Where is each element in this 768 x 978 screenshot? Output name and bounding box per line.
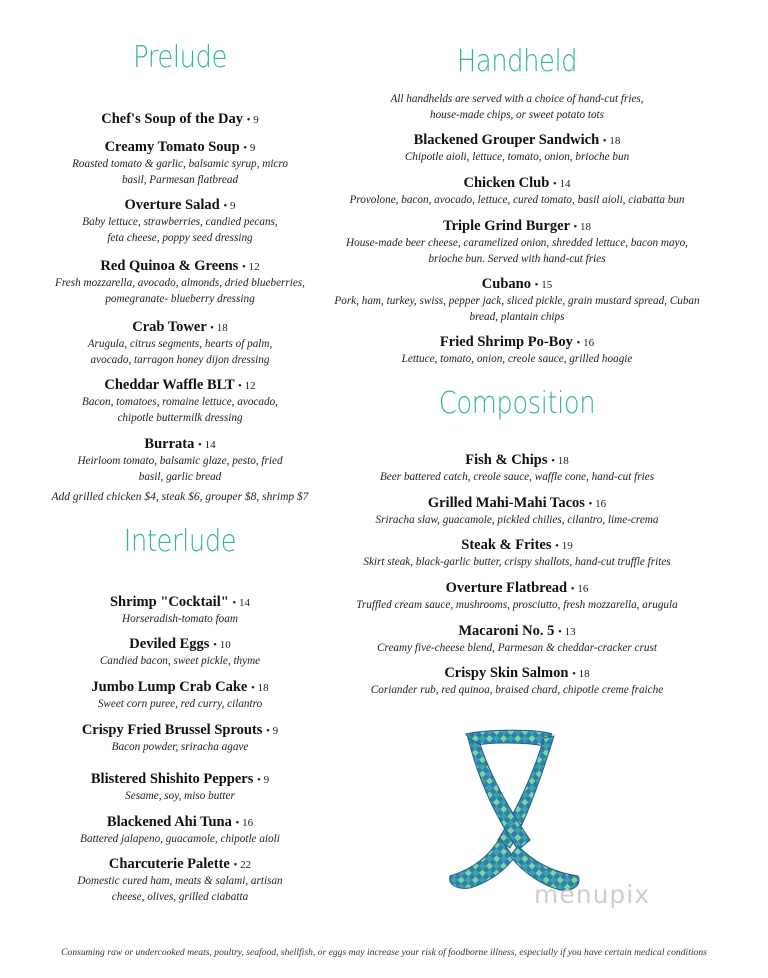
item-name: Burrata xyxy=(144,436,195,452)
item-price: 19 xyxy=(561,540,573,552)
bullet: • xyxy=(551,455,555,467)
menu-item xyxy=(30,258,330,307)
bullet: • xyxy=(555,540,559,552)
item-description: Beer battered catch, creole sauce, waffle cone, hand-cut fries xyxy=(379,471,655,483)
menu-item xyxy=(30,856,330,905)
item-description: Sriracha slaw, guacamole, pickled chilies, cilantro, lime-crema xyxy=(375,514,659,526)
item-price: 9 xyxy=(249,142,256,154)
item-name: Overture Flatbread xyxy=(445,580,568,596)
bullet: • xyxy=(588,498,593,510)
item-name: Blackened Ahi Tuna xyxy=(106,814,232,830)
bullet: • xyxy=(235,817,240,829)
item-price: 14 xyxy=(559,178,571,190)
item-description: Chipotle aioli, lettuce, tomato, onion, brioche bun xyxy=(404,151,630,163)
menu-item xyxy=(30,197,330,246)
item-name: Blackened Grouper Sandwich xyxy=(413,132,600,148)
item-price: 9 xyxy=(272,725,279,737)
bullet: • xyxy=(233,859,238,871)
item-price: 16 xyxy=(595,498,607,510)
add-protein-note: Add grilled chicken $4, steak $6, grouper $8, shrimp $7 xyxy=(51,491,309,503)
item-price: 16 xyxy=(577,583,589,595)
bullet: • xyxy=(238,380,242,392)
bullet: • xyxy=(573,221,578,233)
food-safety-disclaimer: Consuming raw or undercooked meats, poultry, seafood, shellfish, or eggs may increase your risk of foodborne illness, especially if you have certain medical conditions xyxy=(61,947,707,958)
menu-item xyxy=(30,771,330,805)
interlude-heading: Interlude xyxy=(123,524,237,559)
bullet: • xyxy=(256,774,261,786)
item-price: 18 xyxy=(609,135,621,147)
item-description: Candied bacon, sweet pickle, thyme xyxy=(99,655,261,667)
item-name: Steak & Frites xyxy=(461,537,552,553)
menu-item xyxy=(30,814,330,848)
item-description: Arugula, citrus segments, hearts of palm, avocado, tarragon honey dijon dressing xyxy=(87,338,273,366)
menu-item xyxy=(30,594,330,628)
item-description: Horseradish-tomato foam xyxy=(122,613,238,625)
menu-item xyxy=(322,537,712,571)
bullet: • xyxy=(552,178,557,190)
item-name: Fish & Chips xyxy=(465,452,548,468)
item-description: Provolone, bacon, avocado, lettuce, cured tomato, basil aioli, ciabatta bun xyxy=(349,194,685,206)
menu-item xyxy=(30,111,330,129)
item-price: 16 xyxy=(583,337,595,349)
menu-item xyxy=(322,452,712,486)
menu-item xyxy=(322,276,712,325)
item-price: 9 xyxy=(263,774,270,786)
item-name: Fried Shrimp Po-Boy xyxy=(439,334,573,350)
item-name: Shrimp "Cocktail" xyxy=(109,594,229,610)
bullet: • xyxy=(558,626,562,638)
item-price: 18 xyxy=(216,322,228,334)
item-description: Baby lettuce, strawberries, candied pecans, feta cheese, poppy seed dressing xyxy=(82,216,278,244)
item-price: 12 xyxy=(248,261,260,273)
bullet: • xyxy=(232,597,237,609)
item-description: Bacon powder, sriracha agave xyxy=(111,741,249,753)
item-description: Domestic cured ham, meats & salami, artisan cheese, olives, grilled ciabatta xyxy=(77,875,283,903)
menu-item xyxy=(30,636,330,670)
bullet: • xyxy=(213,639,217,651)
item-price: 15 xyxy=(541,279,553,291)
menu-item xyxy=(30,319,330,368)
bullet: • xyxy=(241,261,246,273)
item-name: Red Quinoa & Greens xyxy=(100,258,239,274)
item-name: Overture Salad xyxy=(124,197,220,213)
item-description: Fresh mozzarella, avocado, almonds, dried blueberries, pomegranate- blueberry dressing xyxy=(55,277,305,305)
menu-item xyxy=(322,175,712,209)
handheld-heading: Handheld xyxy=(456,44,578,79)
item-price: 18 xyxy=(578,668,590,680)
item-description: Sesame, soy, miso butter xyxy=(125,790,235,802)
bullet: • xyxy=(250,682,255,694)
bullet: • xyxy=(570,583,575,595)
bullet: • xyxy=(602,135,607,147)
bullet: • xyxy=(266,725,270,737)
item-name: Creamy Tomato Soup xyxy=(104,139,240,155)
item-price: 16 xyxy=(242,817,254,829)
item-name: Chef's Soup of the Day xyxy=(101,111,244,127)
handheld-intro: All handhelds are served with a choice of hand-cut fries, house-made chips, or sweet potato tots xyxy=(390,93,644,121)
item-price: 18 xyxy=(257,682,269,694)
item-name: Macaroni No. 5 xyxy=(458,623,555,639)
item-price: 14 xyxy=(239,597,251,609)
item-name: Grilled Mahi-Mahi Tacos xyxy=(427,495,585,511)
menu-item xyxy=(322,665,712,699)
bullet: • xyxy=(534,279,539,291)
bullet: • xyxy=(243,142,248,154)
bowtie-illustration xyxy=(440,728,590,900)
menu-item xyxy=(322,580,712,614)
menupix-watermark: menupix xyxy=(534,880,651,909)
item-price: 18 xyxy=(579,221,591,233)
bullet: • xyxy=(210,322,214,334)
item-name: Jumbo Lump Crab Cake xyxy=(91,679,248,695)
item-description: Pork, ham, turkey, swiss, pepper jack, sliced pickle, grain mustard spread, Cuban bread, plantain chips xyxy=(334,295,700,323)
item-name: Crispy Skin Salmon xyxy=(444,665,569,681)
bullet: • xyxy=(223,200,228,212)
item-description: Sweet corn puree, red curry, cilantro xyxy=(97,698,263,710)
item-description: Coriander rub, red quinoa, braised chard, chipotle creme fraiche xyxy=(370,684,664,696)
item-price: 9 xyxy=(229,200,236,212)
item-name: Cheddar Waffle BLT xyxy=(104,377,235,393)
menu-item xyxy=(30,377,330,426)
item-name: Cubano xyxy=(481,276,531,292)
menu-item xyxy=(322,623,712,657)
item-name: Triple Grind Burger xyxy=(443,218,570,234)
menu-item xyxy=(30,722,330,756)
item-price: 12 xyxy=(244,380,256,392)
item-description: House-made beer cheese, caramelized onion, shredded lettuce, bacon mayo, brioche bun. Served with hand-cut fries xyxy=(346,237,688,265)
bullet: • xyxy=(576,337,581,349)
prelude-heading: Prelude xyxy=(133,40,227,75)
item-price: 10 xyxy=(219,639,231,651)
menu-item xyxy=(322,132,712,166)
bullet: • xyxy=(246,114,251,126)
item-price: 18 xyxy=(557,455,569,467)
item-description: Skirt steak, black-garlic butter, crispy shallots, hand-cut truffle frites xyxy=(363,556,671,568)
item-name: Chicken Club xyxy=(463,175,550,191)
composition-heading: Composition xyxy=(438,386,596,421)
item-description: Roasted tomato & garlic, balsamic syrup, micro basil, Parmesan flatbread xyxy=(72,158,288,186)
item-price: 9 xyxy=(253,114,259,126)
bullet: • xyxy=(197,439,202,451)
item-description: Battered jalapeno, guacamole, chipotle aioli xyxy=(80,833,280,845)
menu-item xyxy=(322,334,712,368)
menu-item xyxy=(30,139,330,188)
item-description: Bacon, tomatoes, romaine lettuce, avocado, chipotle buttermilk dressing xyxy=(82,396,278,424)
item-price: 14 xyxy=(204,439,216,451)
menu-item xyxy=(30,436,330,485)
item-name: Charcuterie Palette xyxy=(108,856,230,872)
item-price: 22 xyxy=(240,859,252,871)
item-description: Lettuce, tomato, onion, creole sauce, grilled hoagie xyxy=(401,353,633,365)
menu-item xyxy=(322,495,712,529)
item-name: Deviled Eggs xyxy=(129,636,210,652)
item-description: Heirloom tomato, balsamic glaze, pesto, fried basil, garlic bread xyxy=(77,455,283,483)
menu-item xyxy=(322,218,712,267)
bullet: • xyxy=(572,668,576,680)
item-description: Truffled cream sauce, mushrooms, prosciutto, fresh mozzarella, arugula xyxy=(356,599,678,611)
menu-item xyxy=(30,679,330,713)
item-name: Crispy Fried Brussel Sprouts xyxy=(81,722,263,738)
item-name: Blistered Shishito Peppers xyxy=(90,771,254,787)
item-description: Creamy five-cheese blend, Parmesan & cheddar-cracker crust xyxy=(377,642,657,654)
item-price: 13 xyxy=(564,626,576,638)
item-name: Crab Tower xyxy=(132,319,207,335)
